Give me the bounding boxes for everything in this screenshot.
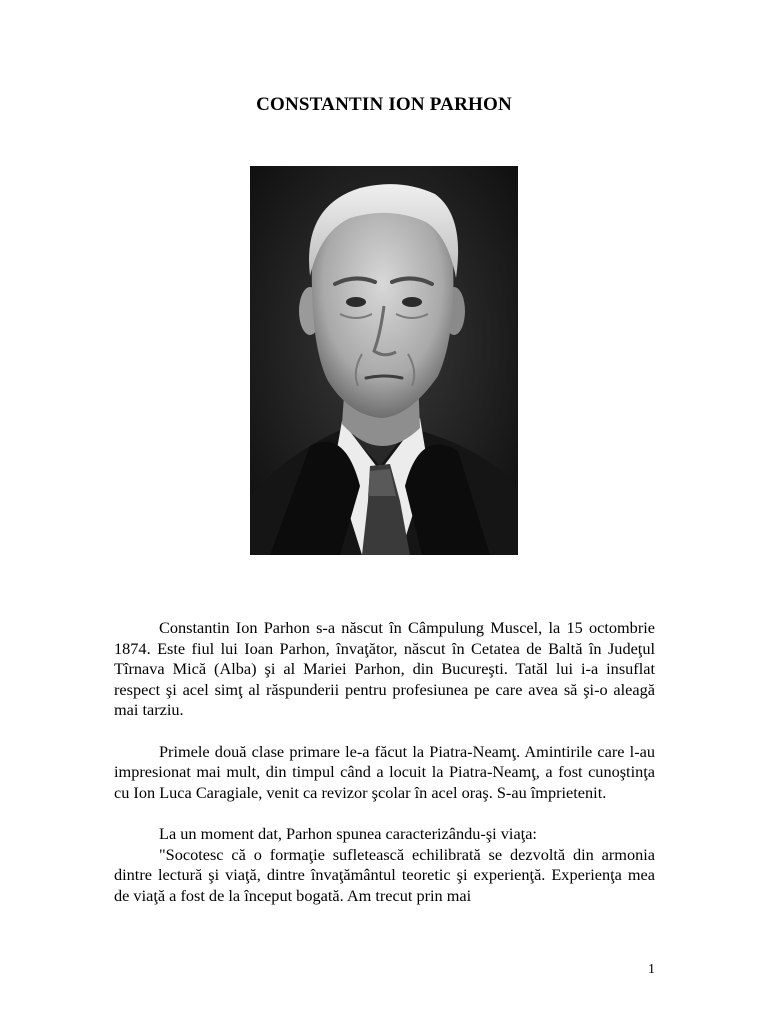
paragraph-quote-intro: La un moment dat, Parhon spunea caracterizându-şi viaţa: xyxy=(159,823,537,843)
page-number: 1 xyxy=(648,962,655,977)
paragraph-school: Primele două clase primare le-a făcut la Piatra-Neamţ. Amintirile care l-au impresionat mai mult, din timpul când a locuit la Piatra-Neamţ, a fost cunoştinţa cu Ion Luca Caragiale, venit ca revizor şcolar în acel oraş. S-au împrietenit. xyxy=(114,741,655,802)
body-text xyxy=(114,618,655,906)
paragraph-birth: Constantin Ion Parhon s-a născut în Câmpulung Muscel, la 15 octombrie 1874. Este fiul lui Ioan Parhon, învaţător, născut în Cetatea de Baltă în Judeţul Tîrnava Mică (Alba) şi al Mariei Parhon, din Bucureşti. Tatăl lui i-a insuflat respect şi acel simţ al răspunderii pentru profesiunea pe care avea să şi-o aleagă mai tarziu. xyxy=(114,618,655,720)
paragraph-quote: "Socotesc că o formaţie sufletească echilibrată se dezvoltă din armonia dintre lectură şi viaţă, dintre învaţământul teoretic şi experienţă. Experienţa mea de viaţă a fost de la început bogată. Am trecut prin mai xyxy=(114,844,655,905)
portrait-photo xyxy=(250,166,518,555)
portrait-illustration xyxy=(250,166,518,555)
document-title: CONSTANTIN ION PARHON xyxy=(256,94,512,115)
